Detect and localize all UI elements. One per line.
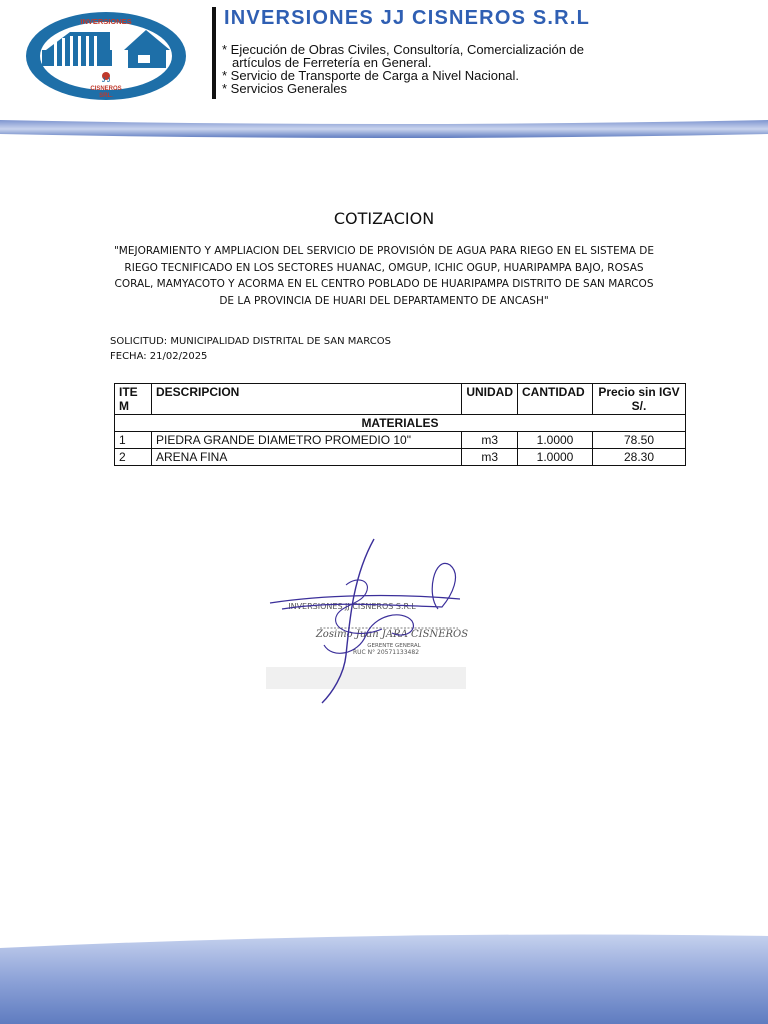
cell-item: 2 [115, 449, 152, 466]
project-description: "MEJORAMIENTO Y AMPLIACION DEL SERVICIO DE PROVISIÓN DE AGUA PARA RIEGO EN EL SISTEMA DE RIEGO TECNIFICADO EN LOS SECTORES HUANAC, OMGUP, ICHIC OGUP, HUARIPAMPA BAJO, ROSAS CORAL, MAMYACOTO Y ACORMA EN EL CENTRO POBLADO DE HUARIPAMPA DISTRITO DE SAN MARCOS DE LA PROVINCIA DE HUARI DEL DEPARTAMENTO DE ANCASH" [113, 245, 655, 307]
cell-precio: 78.50 [593, 432, 686, 449]
letterhead [0, 0, 768, 110]
service-line: * Servicio de Transporte de Carga a Nivel Nacional. [222, 68, 519, 83]
cell-descripcion: PIEDRA GRANDE DIAMETRO PROMEDIO 10" [152, 432, 462, 449]
svg-text:INVERSIONES JJ CISNEROS S.R.L: INVERSIONES JJ CISNEROS S.R.L [288, 602, 416, 611]
svg-text:RUC N° 20571133482: RUC N° 20571133482 [352, 649, 420, 656]
section-label: MATERIALES [115, 415, 686, 432]
svg-text:INVERSIONES: INVERSIONES [80, 17, 132, 26]
col-cantidad: CANTIDAD [518, 384, 593, 415]
svg-text:CISNEROS: CISNEROS [90, 86, 122, 92]
table-row [115, 432, 686, 449]
fecha-line: FECHA: 21/02/2025 [110, 350, 208, 362]
section-row [115, 415, 686, 432]
svg-text:Zosimo Juan JARA CISNEROS: Zosimo Juan JARA CISNEROS [315, 629, 469, 640]
header-divider [212, 7, 216, 99]
company-name: INVERSIONES JJ CISNEROS S.R.L [224, 7, 590, 29]
document-title: COTIZACION [333, 209, 435, 228]
service-line: * Servicios Generales [222, 81, 347, 96]
col-item: ITEM [115, 384, 152, 415]
solicitud-line: SOLICITUD: MUNICIPALIDAD DISTRITAL DE SAN MARCOS [110, 336, 391, 347]
svg-text:GERENTE GENERAL: GERENTE GENERAL [367, 643, 421, 649]
footer-band [0, 930, 768, 1024]
cell-unidad: m3 [462, 432, 518, 449]
table-row [115, 449, 686, 466]
cell-descripcion: ARENA FINA [152, 449, 462, 466]
col-descripcion: DESCRIPCION [152, 384, 462, 415]
signature-stamp [262, 535, 472, 717]
header-band [0, 118, 768, 142]
col-unidad: UNIDAD [462, 384, 518, 415]
cell-cantidad: 1.0000 [518, 449, 593, 466]
quotation-table [114, 383, 686, 466]
cell-cantidad: 1.0000 [518, 432, 593, 449]
cell-item: 1 [115, 432, 152, 449]
service-line: * Ejecución de Obras Civiles, Consultoría, Comercialización de [222, 42, 584, 57]
services-list [222, 43, 752, 95]
service-line: artículos de Ferretería en General. [232, 55, 432, 70]
cell-unidad: m3 [462, 449, 518, 466]
company-logo [24, 10, 189, 102]
request-info [110, 335, 391, 364]
col-precio: Precio sin IGV S/. [593, 384, 686, 415]
svg-text:J J: J J [101, 78, 111, 84]
svg-text:SRL.: SRL. [99, 93, 113, 99]
cell-precio: 28.30 [593, 449, 686, 466]
table-header-row [115, 384, 686, 415]
